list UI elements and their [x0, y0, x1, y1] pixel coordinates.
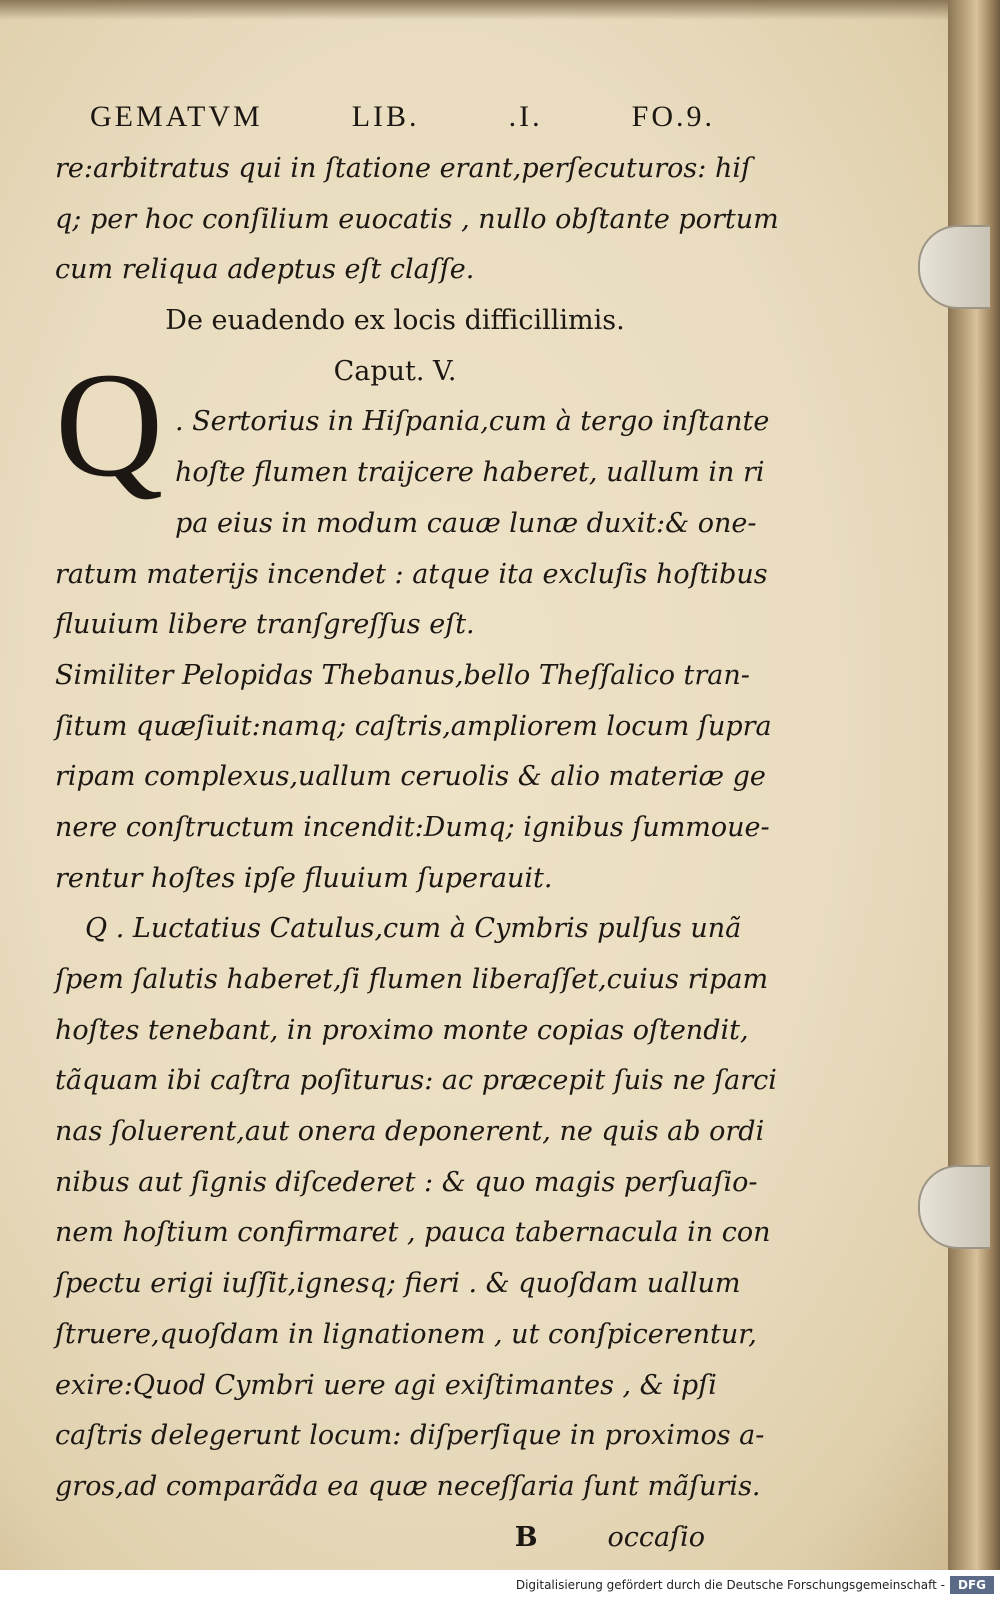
running-header	[90, 100, 715, 144]
text-line: nibus aut ſignis diſcederet : & quo magis perſuaſio-	[55, 1166, 758, 1198]
chapter-heading: Caput. V.	[333, 355, 457, 387]
drop-cap: Q	[55, 342, 164, 508]
text-line: ſtruere,quoſdam in lignationem , ut conſpicerentur,	[55, 1318, 757, 1350]
text-line: pa eius in modum cauæ lunæ duxit:& one-	[175, 507, 757, 539]
digitization-credit: Digitalisierung gefördert durch die Deutsche Forschungsgemeinschaft -	[515, 1578, 945, 1592]
text-line: . Sertorius in Hiſpania,cum à tergo inſtante	[175, 406, 770, 438]
header-book: LIB.	[351, 100, 420, 133]
header-book-number: .I.	[508, 100, 543, 133]
text-line: tãquam ibi caſtra poſiturus: ac præcepit ſuis ne ſarci	[55, 1065, 777, 1097]
page-text	[55, 100, 779, 1563]
text-line: exire:Quod Cymbri uere agi exiſtimantes , & ipſi	[55, 1369, 717, 1401]
folio-number: FO.9.	[631, 100, 715, 133]
text-line: ratum materijs incendet : atque ita excluſis hoſtibus	[55, 558, 768, 590]
catchword: occaſio	[607, 1521, 705, 1553]
text-line: nas ſoluerent,aut onera deponerent, ne quis ab ordi	[55, 1116, 765, 1148]
text-line: re:arbitratus qui in ſtatione erant,perſecuturos: hiſ	[55, 153, 751, 184]
text-line: hoſtes tenebant, in proximo monte copias oſtendit,	[55, 1014, 749, 1046]
header-title: GEMATVM	[90, 100, 263, 133]
text-line: hoſte flumen traijcere haberet, uallum in ri	[175, 457, 765, 489]
text-line: ripam complexus,uallum ceruolis & alio materiæ ge	[55, 761, 766, 793]
scanner-clip-top	[918, 225, 990, 309]
text-line: q; per hoc conſilium euocatis , nullo obſtante portum	[55, 203, 779, 235]
text-line: ſpectu erigi iuſſit,ignesq; fieri . & quoſdam uallum	[55, 1268, 741, 1300]
dfg-logo: DFG	[950, 1576, 994, 1594]
text-line: nem hoſtium confirmaret , pauca tabernacula in con	[55, 1217, 771, 1249]
text-line: ſitum quæſiuit:namq; caſtris,ampliorem locum ſupra	[55, 710, 772, 742]
text-line: fluuium libere tranſgreſſus eſt.	[55, 609, 475, 641]
text-line: rentur hoſtes ipſe fluuium ſuperauit.	[55, 862, 553, 894]
page-shadow	[0, 0, 962, 20]
section-heading: De euadendo ex locis difficillimis.	[165, 305, 625, 337]
text-line: gros,ad comparãda ea quæ neceſſaria ſunt mãſuris.	[55, 1470, 761, 1502]
text-line: nere conſtructum incendit:Dumq; ignibus ſummoue-	[55, 811, 770, 843]
signature-mark: B	[514, 1521, 538, 1553]
text-line: cum reliqua adeptus eſt claſſe.	[55, 254, 475, 286]
page-footer	[55, 1513, 735, 1564]
text-line: caſtris delegerunt locum: diſperſique in proximos a-	[55, 1420, 765, 1452]
scanner-clip-bottom	[918, 1165, 990, 1249]
text-line: ſpem ſalutis haberet,ſi flumen liberaſſet,cuius ripam	[55, 964, 769, 995]
text-line: Similiter Pelopidas Thebanus,bello Theſſalico tran-	[55, 659, 750, 691]
text-line: Q . Luctatius Catulus,cum à Cymbris pulſus unã	[85, 913, 742, 945]
